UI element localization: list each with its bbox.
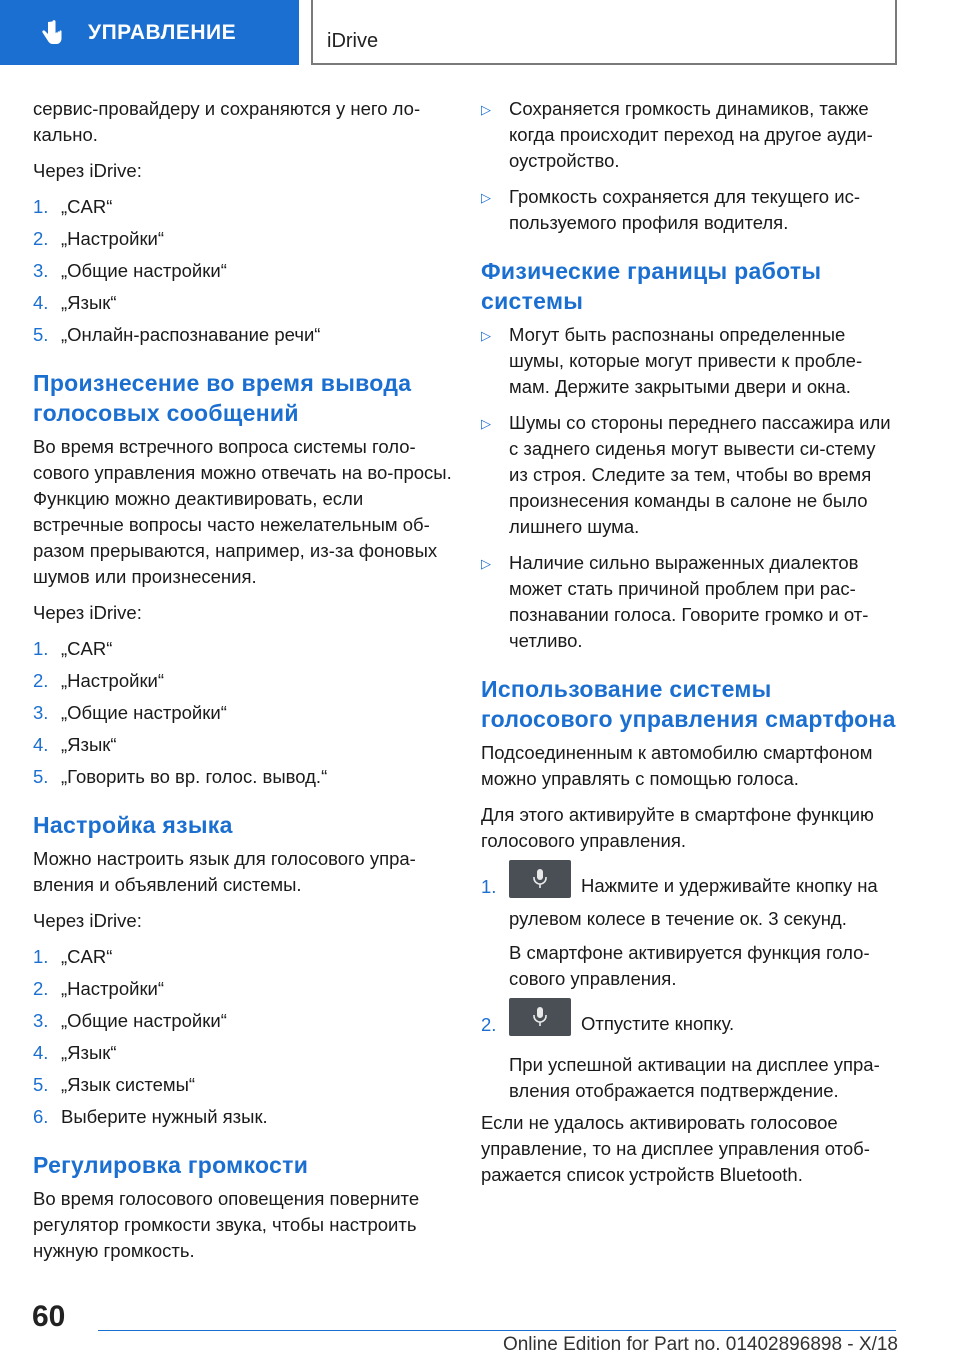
list-item: 3. „Общие настройки“ — [33, 260, 227, 281]
triangle-bullet-icon: ▷ — [481, 328, 491, 343]
list-item: ▷ Громкость сохраняется для текущего ис-пользуемого профиля водителя. — [481, 184, 896, 236]
paragraph: Во время голосового оповещения поверните регулятор громкости звука, чтобы настроить нужную громкость. — [33, 1188, 420, 1261]
list-item: 5. „Онлайн-распознавание речи“ — [33, 324, 321, 345]
left-column — [33, 96, 453, 1274]
section-title: УПРАВЛЕНИЕ — [88, 20, 237, 44]
page-number: 60 — [32, 1300, 66, 1333]
via-idrive-label: Через iDrive: — [33, 160, 142, 181]
list-item: ▷ Могут быть распознаны определенные шумы, которые могут привести к пробле-мам. Держите закрытыми двери и окна. — [481, 322, 896, 400]
header-title-box — [311, 0, 897, 65]
list-item: 4. „Язык“ — [33, 734, 117, 755]
list-item: ▷ Наличие сильно выраженных диалектов может стать причиной проблем при рас-познавании голоса. Говорите громко и от-четливо. — [481, 550, 896, 654]
paragraph: Если не удалось активировать голосовое управление, то на дисплее управления отоб-ражается список устройств Bluetooth. — [481, 1112, 870, 1185]
list-item: 2. Отпустите кнопку. — [481, 1006, 896, 1044]
triangle-bullet-icon: ▷ — [481, 102, 491, 117]
list-item: 5. „Говорить во вр. голос. вывод.“ — [33, 766, 328, 787]
list-item: 3. „Общие настройки“ — [33, 702, 227, 723]
right-column — [481, 96, 896, 1198]
chapter-title: iDrive — [327, 30, 379, 52]
paragraph: При успешной активации на дисплее упра-вления отображается подтверждение. — [509, 1054, 880, 1101]
steps-list-language — [33, 944, 453, 1130]
list-item: 1. „CAR“ — [33, 196, 113, 217]
touch-hand-icon — [38, 19, 66, 47]
heading-speech-during-output: Произнесение во время вывода голосовых сообщений — [33, 370, 412, 426]
list-item: ▷ Сохраняется громкость динамиков, также когда происходит переход на другое ауди-оустройство. — [481, 96, 896, 174]
list-item: 4. „Язык“ — [33, 1042, 117, 1063]
paragraph: Для этого активируйте в смартфоне функцию голосового управления. — [481, 804, 874, 851]
list-item: 6. Выберите нужный язык. — [33, 1106, 268, 1127]
microphone-button-icon — [509, 860, 571, 898]
list-item: 4. „Язык“ — [33, 292, 117, 313]
list-item: 2. „Настройки“ — [33, 228, 165, 249]
paragraph: Можно настроить язык для голосового упра-вления и объявлений системы. — [33, 848, 416, 895]
list-item: 2. „Настройки“ — [33, 670, 165, 691]
header-section-tab — [0, 0, 299, 65]
bullet-list-limits — [481, 322, 896, 654]
heading-language-setting: Настройка языка — [33, 812, 233, 838]
list-item: 1. „CAR“ — [33, 946, 113, 967]
list-item: 1. „CAR“ — [33, 638, 113, 659]
list-item: 5. „Язык системы“ — [33, 1074, 196, 1095]
steps-list-online — [33, 194, 453, 348]
via-idrive-label: Через iDrive: — [33, 602, 142, 623]
via-idrive-label: Через iDrive: — [33, 910, 142, 931]
triangle-bullet-icon: ▷ — [481, 416, 491, 431]
list-item: 3. „Общие настройки“ — [33, 1010, 227, 1031]
list-item: ▷ Шумы со стороны переднего пассажира или с заднего сиденья могут вывести си-стему из строя. Следите за тем, чтобы во время произнесения команды в салоне не было лишнего шума. — [481, 410, 896, 540]
paragraph: Во время встречного вопроса системы голо-сового управления можно отвечать на во-просы. Функцию можно деактивировать, если встречные вопросы часто нежелательным об-разом прерываются, например, из-за фоновых шумов или произнесения. — [33, 436, 452, 587]
steps-list-smartphone-2 — [481, 1006, 896, 1044]
list-item: 2. „Настройки“ — [33, 978, 165, 999]
paragraph: В смартфоне активируется функция голо-сового управления. — [509, 942, 870, 989]
paragraph: Подсоединенным к автомобилю смартфоном можно управлять с помощью голоса. — [481, 742, 873, 789]
triangle-bullet-icon: ▷ — [481, 556, 491, 571]
heading-system-limits: Физические границы работы системы — [481, 258, 822, 314]
footer-divider — [98, 1330, 896, 1331]
steps-list-speech — [33, 636, 453, 790]
heading-volume: Регулировка громкости — [33, 1152, 309, 1178]
paragraph: сервис-провайдеру и сохраняются у него ло-кально. — [33, 98, 421, 145]
footer-edition: Online Edition for Part no. 01402896898 - X/18 — [502, 1334, 898, 1355]
heading-smartphone-voice: Использование системы голосового управления смартфона — [481, 676, 896, 732]
microphone-button-icon — [509, 998, 571, 1036]
list-item: 1. Нажмите и удерживайте кнопку на рулевом колесе в течение ок. 3 секунд. — [481, 868, 896, 932]
triangle-bullet-icon: ▷ — [481, 190, 491, 205]
bullet-list-volume — [481, 96, 896, 236]
steps-list-smartphone — [481, 868, 896, 932]
